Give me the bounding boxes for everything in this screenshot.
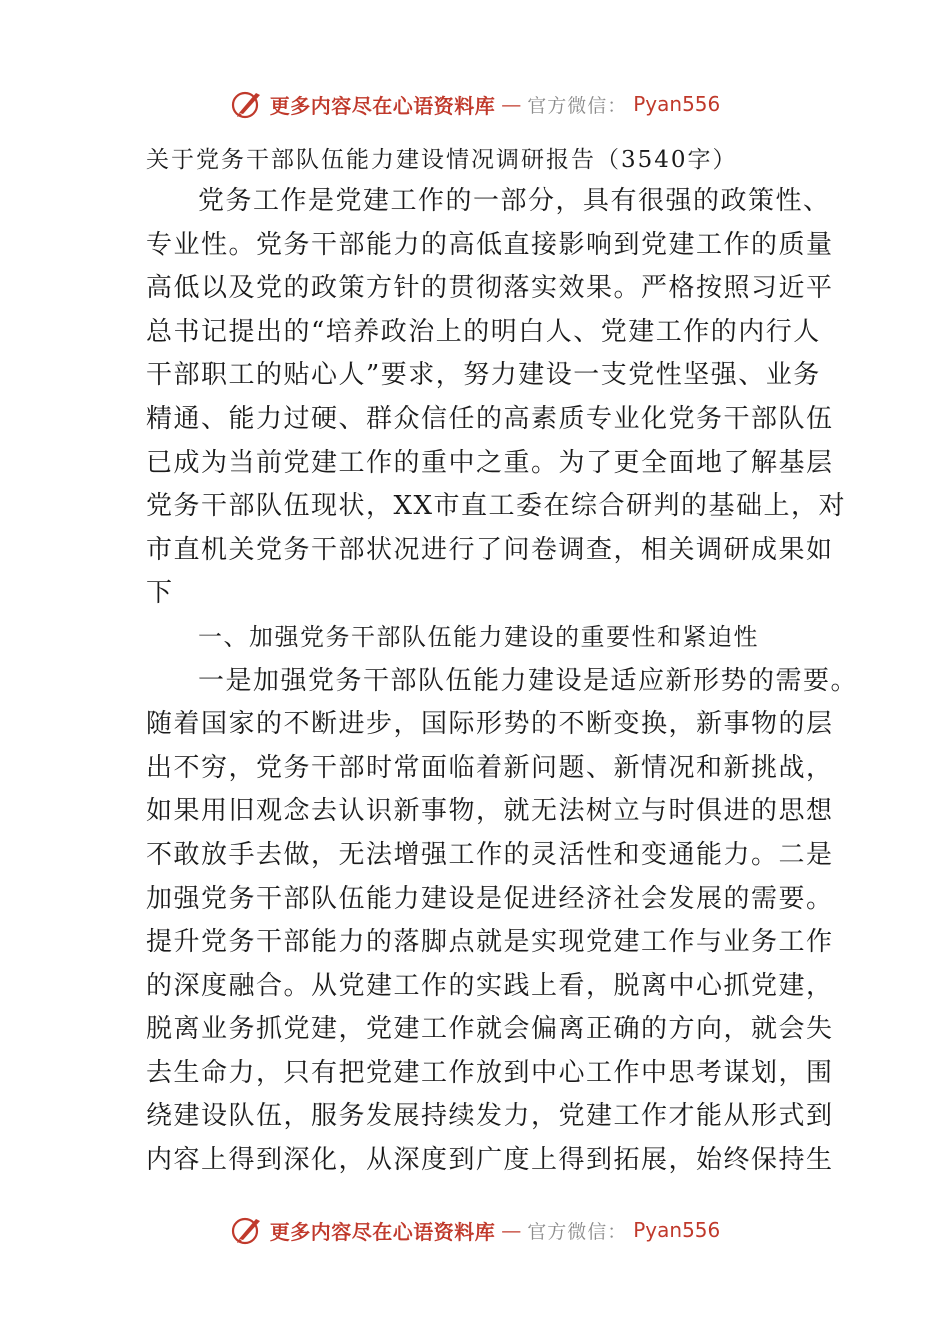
banner-dash: —: [501, 1218, 522, 1242]
text-line: 已成为当前党建工作的重中之重。为了更全面地了解基层: [146, 447, 834, 478]
text-line: 专业性。党务干部能力的高低直接影响到党建工作的质量: [146, 229, 834, 260]
text-line: 党务工作是党建工作的一部分，具有很强的政策性、: [198, 186, 831, 216]
text-line: 去生命力，只有把党建工作放到中心工作中思考谋划，围: [146, 1057, 834, 1088]
banner-official-label: 官方微信：: [527, 1220, 628, 1243]
text-line: 随着国家的不断进步，国际形势的不断变换，新事物的层: [146, 709, 834, 740]
header-banner: [0, 84, 950, 124]
text-line: 高低以及党的政策方针的贯彻落实效果。严格按照习近平: [146, 273, 834, 304]
quill-pen-icon: [230, 1213, 264, 1247]
section-heading: 一、加强党务干部队伍能力建设的重要性和紧迫性: [198, 622, 759, 651]
text-line: 的深度融合。从党建工作的实践上看，脱离中心抓党建，: [146, 970, 834, 1001]
document-body: [146, 140, 859, 1183]
banner-dash: —: [501, 92, 522, 116]
text-line: 一是加强党务干部队伍能力建设是适应新形势的需要。: [198, 665, 859, 696]
banner-brand-text: 更多内容尽在心语资料库: [269, 93, 496, 118]
text-line: 如果用旧观念去认识新事物，就无法树立与时俱进的思想: [146, 796, 834, 827]
footer-banner: [0, 1210, 950, 1250]
document-title: 关于党务干部队伍能力建设情况调研报告（3540字）: [146, 147, 738, 173]
banner-wechat-id: Pyan556: [633, 92, 721, 116]
text-line: 出不穷，党务干部时常面临着新问题、新情况和新挑战，: [146, 752, 834, 783]
text-line: 内容上得到深化，从深度到广度上得到拓展，始终保持生: [146, 1145, 834, 1176]
quill-pen-icon: [230, 87, 264, 121]
text-line: 不敢放手去做，无法增强工作的灵活性和变通能力。二是: [146, 839, 834, 870]
banner-official-label: 官方微信：: [527, 94, 628, 117]
text-line: 干部职工的贴心人”要求，努力建设一支党性坚强、业务: [146, 360, 821, 391]
text-line: 脱离业务抓党建，党建工作就会偏离正确的方向，就会失: [146, 1014, 834, 1045]
banner-brand-text: 更多内容尽在心语资料库: [269, 1219, 496, 1244]
text-line: 提升党务干部能力的落脚点就是实现党建工作与业务工作: [146, 927, 834, 958]
banner-wechat-id: Pyan556: [633, 1218, 721, 1242]
text-line: 下: [146, 578, 174, 609]
text-line: 总书记提出的“培养政治上的明白人、党建工作的内行人: [146, 316, 821, 347]
text-line: 市直机关党务干部状况进行了问卷调查，相关调研成果如: [146, 534, 834, 565]
text-line: 绕建设队伍，服务发展持续发力，党建工作才能从形式到: [146, 1101, 834, 1132]
text-line: 加强党务干部队伍能力建设是促进经济社会发展的需要。: [146, 883, 834, 914]
text-line: 精通、能力过硬、群众信任的高素质专业化党务干部队伍: [146, 403, 834, 434]
text-line: 党务干部队伍现状，XX市直工委在综合研判的基础上，对: [146, 491, 847, 522]
